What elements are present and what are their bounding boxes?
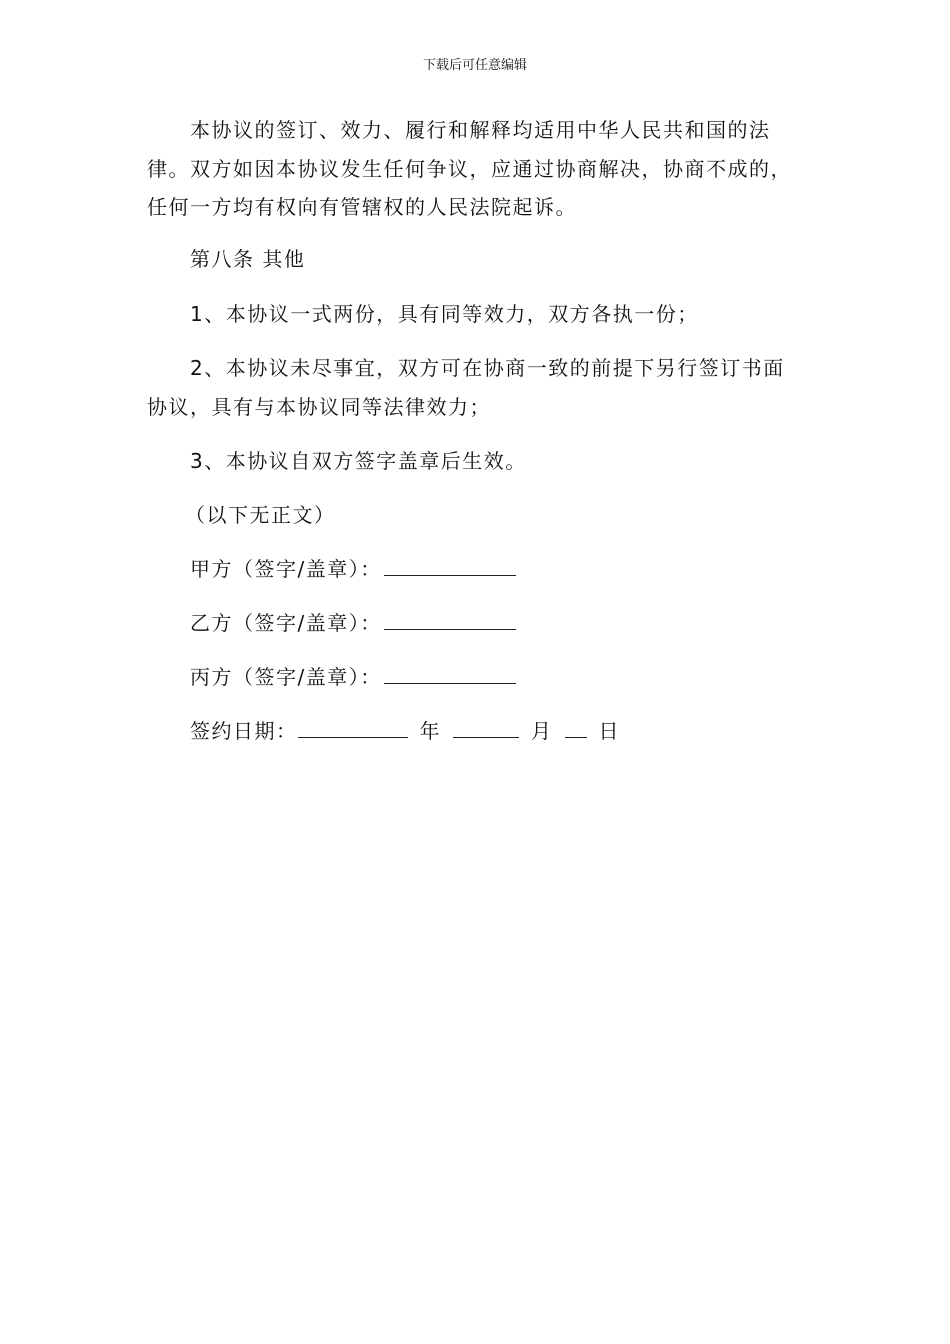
clause-2-line-2: 协议，具有与本协议同等法律效力；	[147, 395, 491, 419]
signing-date-label: 签约日期：	[190, 719, 298, 743]
clause-3: 3、本协议自双方签字盖章后生效。	[190, 449, 527, 473]
party-b-signature-blank[interactable]	[384, 607, 516, 630]
year-blank[interactable]	[298, 715, 408, 738]
signing-date-row	[147, 713, 850, 749]
clause-1: 1、本协议一式两份，具有同等效力，双方各执一份；	[190, 302, 699, 326]
month-unit: 月	[531, 719, 553, 743]
party-a-label: 甲方（签字/盖章）：	[190, 557, 382, 581]
law-paragraph-line-2: 律。双方如因本协议发生任何争议，应通过协商解决，协商不成的，	[147, 157, 792, 181]
party-c-signature-blank[interactable]	[384, 661, 516, 684]
clause-2-line-1: 2、本协议未尽事宜，双方可在协商一致的前提下另行签订书面	[190, 356, 785, 380]
party-c-label: 丙方（签字/盖章）：	[190, 665, 382, 689]
party-a-signature-row	[147, 551, 850, 587]
law-paragraph-line-3: 任何一方均有权向有管辖权的人民法院起诉。	[147, 195, 577, 219]
month-blank[interactable]	[453, 715, 519, 738]
party-b-label: 乙方（签字/盖章）：	[190, 611, 382, 635]
party-b-signature-row	[147, 605, 850, 641]
no-more-text-note: （以下无正文）	[185, 503, 336, 527]
day-blank[interactable]	[565, 715, 587, 738]
law-paragraph-line-1: 本协议的签订、效力、履行和解释均适用中华人民共和国的法	[190, 118, 771, 142]
article-8-title: 第八条 其他	[190, 247, 306, 271]
year-unit: 年	[419, 719, 441, 743]
page-header-note: 下载后可任意编辑	[422, 58, 527, 73]
party-c-signature-row	[147, 659, 850, 695]
day-unit: 日	[598, 719, 620, 743]
party-a-signature-blank[interactable]	[384, 553, 516, 576]
